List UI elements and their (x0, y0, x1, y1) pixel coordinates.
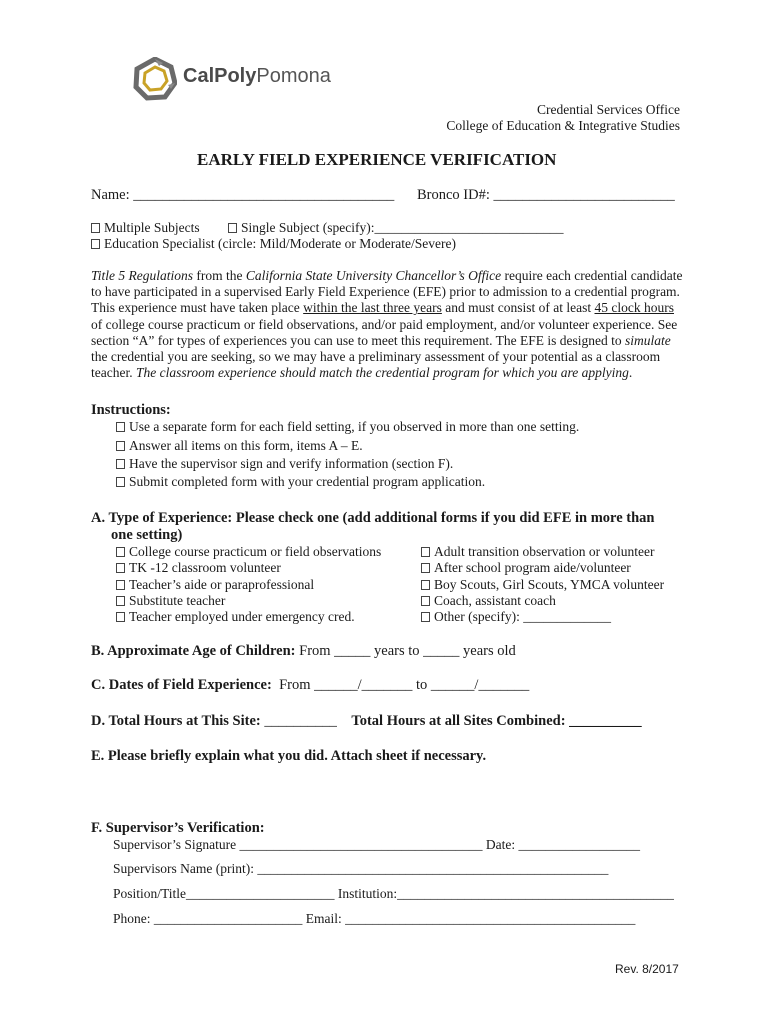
section-d-label: D. Total Hours at This Site: (91, 713, 261, 729)
experience-option[interactable] (116, 593, 225, 609)
experience-option[interactable] (116, 577, 314, 593)
experience-option[interactable] (421, 577, 664, 593)
intro-paragraph (91, 268, 701, 381)
intro-text: California State University Chancellor’s Office (245, 268, 502, 283)
section-c-label: C. Dates of Field Experience: (91, 677, 272, 693)
intro-text: to have participated in a supervised Early Field Experience (EFE) prior to admission to a credential program. (91, 284, 680, 300)
position-institution-field[interactable]: Position/Title______________________ Institution:_________________________________________ (113, 886, 674, 901)
experience-option[interactable] (421, 560, 631, 576)
experience-option-label: Boy Scouts, Girl Scouts, YMCA volunteer (434, 577, 665, 592)
checkbox-icon[interactable] (116, 547, 125, 557)
option-label: Single Subject (specify):____________________________ (241, 220, 564, 235)
intro-text: within the last three years (303, 300, 442, 316)
experience-option-label: After school program aide/volunteer (434, 560, 631, 575)
instruction-text: Have the supervisor sign and verify information (section F). (129, 456, 454, 471)
office-line-2: College of Education & Integrative Studies (446, 118, 680, 133)
experience-option-label: TK -12 classroom volunteer (129, 560, 281, 575)
calpoly-logo-icon (133, 57, 177, 101)
checkbox-icon (116, 477, 125, 487)
experience-option[interactable] (116, 560, 281, 576)
intro-text: This experience must have taken place (91, 300, 304, 316)
checkbox-icon[interactable] (91, 223, 100, 233)
total-hours-combined-field[interactable]: Total Hours at all Sites Combined: __________ (351, 713, 642, 729)
experience-option-label: Adult transition observation or volunteer (434, 544, 655, 559)
checkbox-icon[interactable] (116, 563, 125, 573)
experience-option[interactable] (116, 544, 381, 560)
option-education-specialist[interactable] (91, 236, 456, 252)
checkbox-icon[interactable] (421, 580, 430, 590)
experience-option-label: College course practicum or field observations (129, 544, 382, 559)
section-a-heading-cont: one setting) (111, 527, 183, 543)
option-multiple-subjects[interactable] (91, 220, 200, 236)
checkbox-icon[interactable] (116, 612, 125, 622)
section-b[interactable] (91, 643, 516, 660)
instruction-text: Answer all items on this form, items A – E. (129, 438, 363, 453)
option-label: Multiple Subjects (104, 220, 200, 235)
checkbox-icon (116, 422, 125, 432)
section-e-label: E. Please briefly explain what you did. Attach sheet if necessary. (91, 748, 487, 764)
checkbox-icon (116, 459, 125, 469)
supervisor-signature-field[interactable]: Supervisor’s Signature ____________________________________ Date: __________________ (113, 837, 640, 852)
option-single-subject[interactable] (228, 220, 563, 236)
page-title: EARLY FIELD EXPERIENCE VERIFICATION (197, 150, 557, 169)
intro-text: simulate (624, 332, 671, 348)
checkbox-icon[interactable] (421, 547, 430, 557)
intro-text: from the (193, 268, 246, 283)
intro-text: teacher. (91, 365, 136, 381)
checkbox-icon (116, 441, 125, 451)
logo-text-bold: CalPoly (183, 65, 257, 87)
intro-text: require each credential candidate (501, 268, 683, 283)
revision-label: Rev. 8/2017 (615, 962, 679, 976)
experience-option[interactable] (421, 609, 611, 625)
checkbox-icon[interactable] (421, 596, 430, 606)
section-d[interactable] (91, 713, 642, 730)
experience-option-label: Substitute teacher (129, 593, 226, 608)
office-line-1: Credential Services Office (537, 102, 680, 117)
experience-option-label: Coach, assistant coach (434, 593, 556, 608)
experience-option[interactable] (421, 593, 556, 609)
dates-field[interactable]: From ______/_______ to ______/_______ (279, 677, 530, 693)
section-f-heading: F. Supervisor’s Verification: (91, 820, 265, 836)
phone-email-field[interactable]: Phone: ______________________ Email: ___________________________________________ (113, 911, 636, 926)
checkbox-icon[interactable] (116, 580, 125, 590)
checkbox-icon[interactable] (91, 239, 100, 249)
instructions-heading: Instructions: (91, 402, 171, 418)
name-field[interactable]: Name: ____________________________________ (91, 187, 395, 203)
intro-text: the credential you are seeking, so we may have a preliminary assessment of your potential as a classroom (91, 349, 661, 365)
instruction-item (116, 419, 579, 435)
supervisor-name-field[interactable]: Supervisors Name (print): ____________________________________________________ (113, 861, 609, 876)
bronco-id-field[interactable]: Bronco ID#: _________________________ (417, 187, 675, 203)
experience-option[interactable] (116, 609, 355, 625)
instruction-item (116, 438, 363, 454)
intro-text: Title 5 Regulations (91, 268, 194, 283)
intro-text: section “A” for types of experiences you can use to meet this requirement. The EFE is designed to (91, 332, 625, 348)
checkbox-icon[interactable] (421, 563, 430, 573)
instruction-text: Use a separate form for each field setting, if you observed in more than one setting. (129, 419, 580, 434)
intro-text: . (628, 365, 633, 381)
experience-option-label: Other (specify): _____________ (434, 609, 611, 624)
instruction-text: Submit completed form with your credential program application. (129, 474, 486, 489)
intro-text: 45 clock hours (594, 300, 674, 316)
instruction-item (116, 474, 485, 490)
intro-text: of college course practicum or field observations, and/or paid employment, and/or volunteer experience. See (91, 316, 678, 332)
logo-text-regular: Pomona (256, 65, 331, 87)
checkbox-icon[interactable] (116, 596, 125, 606)
checkbox-icon[interactable] (421, 612, 430, 622)
age-range-field[interactable]: From _____ years to _____ years old (299, 643, 516, 659)
option-label: Education Specialist (circle: Mild/Moderate or Moderate/Severe) (104, 236, 456, 251)
total-hours-site-field[interactable]: __________ (264, 713, 337, 729)
checkbox-icon[interactable] (228, 223, 237, 233)
experience-option-label: Teacher’s aide or paraprofessional (129, 577, 315, 592)
intro-text: and must consist of at least (441, 300, 595, 316)
experience-option[interactable] (421, 544, 654, 560)
experience-option-label: Teacher employed under emergency cred. (129, 609, 355, 624)
section-a-heading: A. Type of Experience: Please check one (add additional forms if you did EFE in more than (91, 510, 655, 526)
instruction-item (116, 456, 453, 472)
section-c[interactable] (91, 677, 529, 694)
intro-text: The classroom experience should match the credential program for which you are applying (135, 365, 629, 381)
section-b-label: B. Approximate Age of Children: (91, 643, 296, 659)
